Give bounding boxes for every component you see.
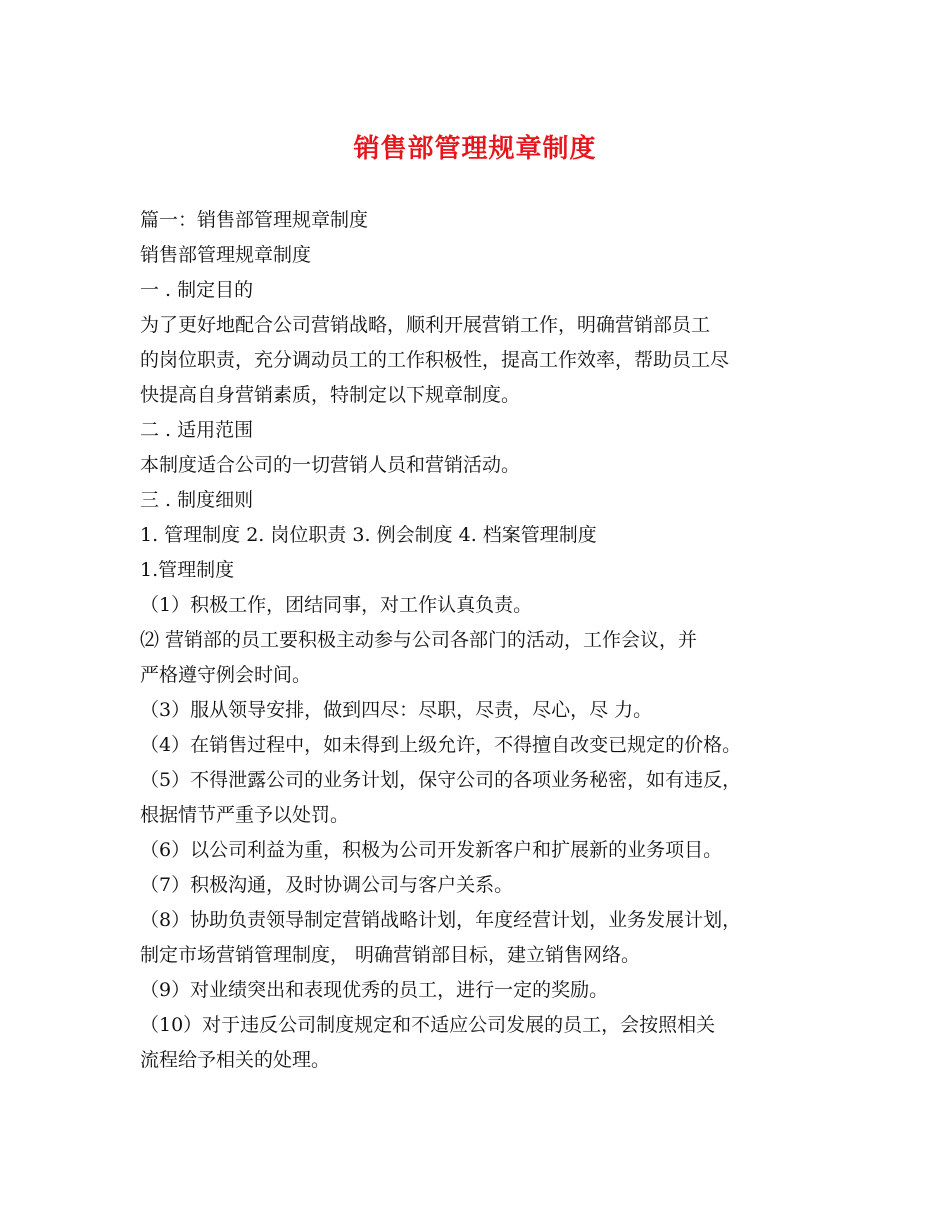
text-line: 流程给予相关的处理。 bbox=[140, 1049, 331, 1071]
document-body bbox=[140, 203, 830, 1078]
text-line: （6）以公司利益为重，积极为公司开发新客户和扩展新的业务项目。 bbox=[140, 839, 723, 861]
text-line: 一 . 制定目的 bbox=[140, 279, 254, 301]
text-line: 销售部管理规章制度 bbox=[140, 244, 312, 266]
text-line: 快提高自身营销素质，特制定以下规章制度。 bbox=[140, 384, 521, 406]
text-line: 根据情节严重予以处罚。 bbox=[140, 804, 350, 826]
text-line: 篇一：销售部管理规章制度 bbox=[140, 209, 369, 231]
text-line: 为了更好地配合公司营销战略，顺利开展营销工作，明确营销部员工 bbox=[140, 314, 711, 336]
text-line: 1. 管理制度 2. 岗位职责 3. 例会制度 4. 档案管理制度 bbox=[140, 524, 597, 546]
text-line: 本制度适合公司的一切营销人员和营销活动。 bbox=[140, 454, 521, 476]
text-line: （5）不得泄露公司的业务计划，保守公司的各项业务秘密，如有违反， bbox=[140, 769, 742, 791]
text-line: 二 . 适用范围 bbox=[140, 419, 254, 441]
text-line: （7）积极沟通，及时协调公司与客户关系。 bbox=[140, 874, 514, 896]
text-line: （8）协助负责领导制定营销战略计划，年度经营计划，业务发展计划， bbox=[140, 909, 742, 931]
text-line: 严格遵守例会时间。 bbox=[140, 664, 312, 686]
text-line: （10）对于违反公司制度规定和不适应公司发展的员工，会按照相关 bbox=[140, 1014, 716, 1036]
text-line: 三 . 制度细则 bbox=[140, 489, 254, 511]
text-line: （1）积极工作，团结同事，对工作认真负责。 bbox=[140, 594, 533, 616]
text-line: （4）在销售过程中，如未得到上级允许，不得擅自改变已规定的价格。 bbox=[140, 734, 742, 756]
text-line: （9）对业绩突出和表现优秀的员工，进行一定的奖励。 bbox=[140, 979, 609, 1001]
text-line: 的岗位职责，充分调动员工的工作积极性，提高工作效率，帮助员工尽 bbox=[140, 349, 730, 371]
text-line: ⑵ 营销部的员工要积极主动参与公司各部门的活动，工作会议，并 bbox=[140, 629, 698, 651]
document-title: 销售部管理规章制度 bbox=[353, 134, 597, 164]
text-line: 1.管理制度 bbox=[140, 559, 235, 581]
text-line: （3）服从领导安排，做到四尽：尽职，尽责，尽心，尽 力。 bbox=[140, 699, 653, 721]
text-line: 制定市场营销管理制度， 明确营销部目标，建立销售网络。 bbox=[140, 944, 641, 966]
